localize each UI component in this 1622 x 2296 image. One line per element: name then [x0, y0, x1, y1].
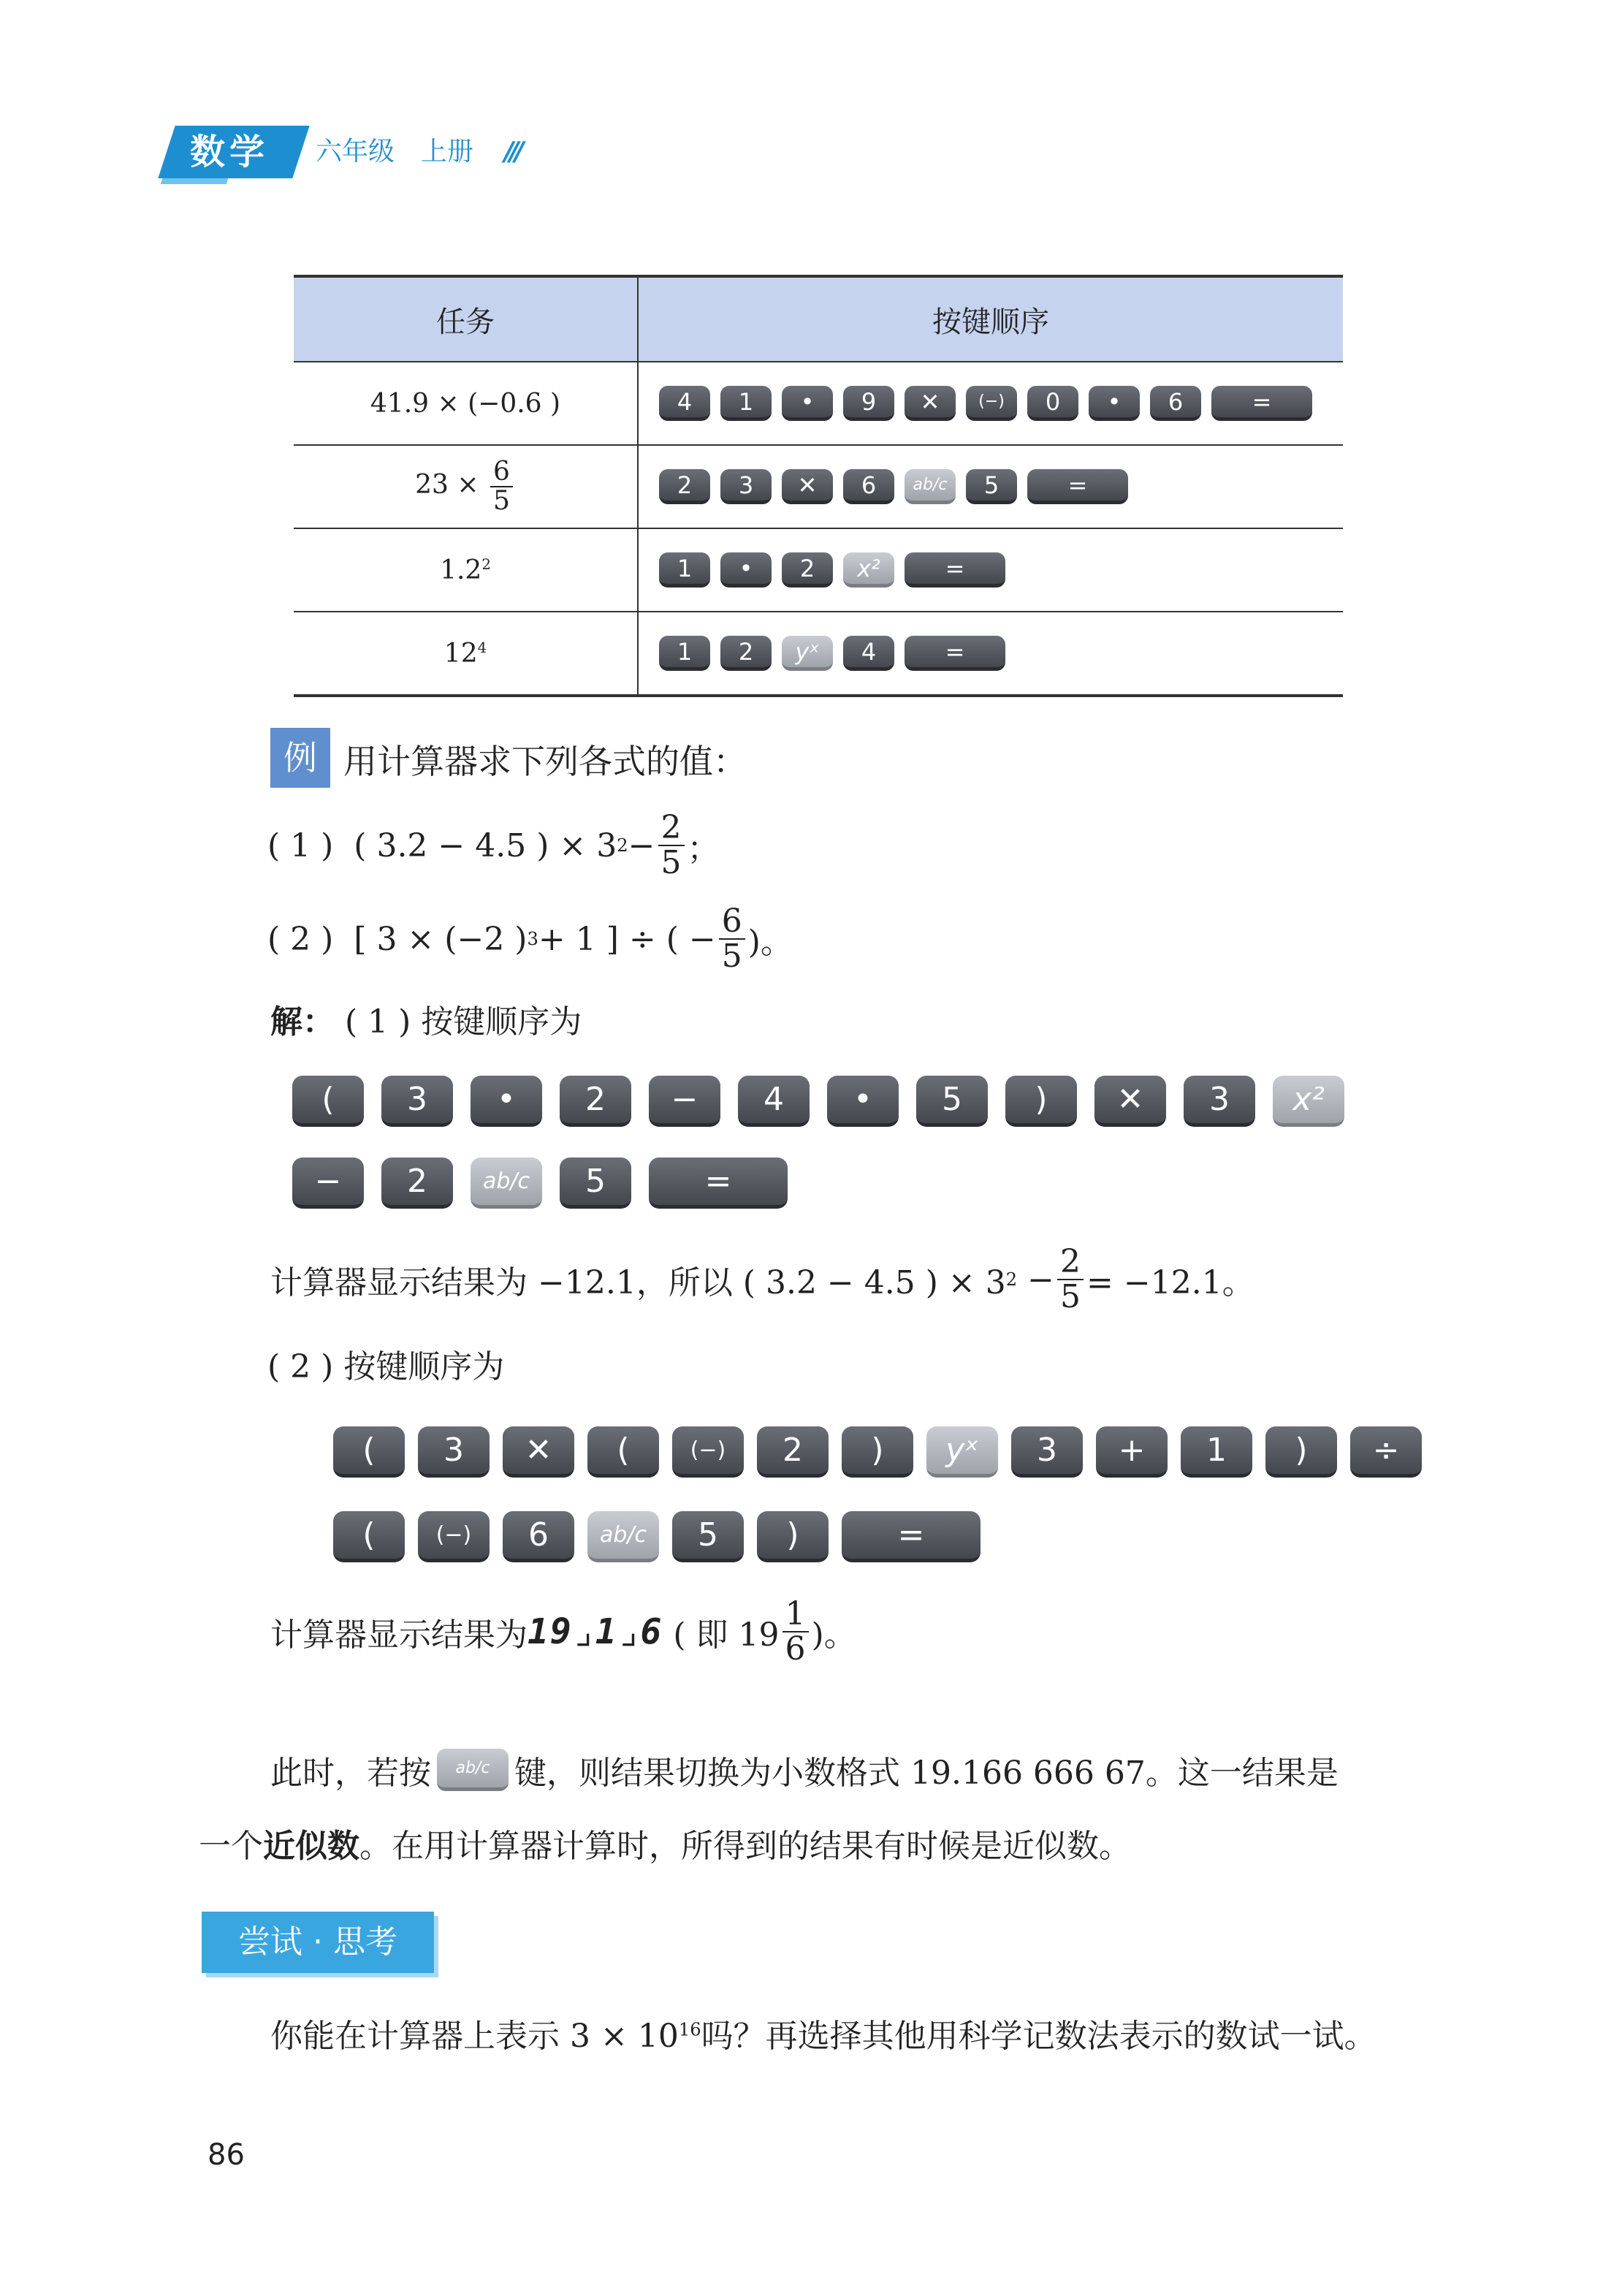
header-subject: 数学 [190, 132, 270, 172]
s2-result-b: ( 即 19 [673, 1616, 780, 1654]
calculator-key: ab/c [905, 469, 956, 504]
calculator-key: 2 [381, 1157, 453, 1209]
table-row [294, 362, 1343, 445]
calculator-key: ( [292, 1076, 364, 1127]
fraction [658, 811, 685, 880]
calculator-key: ab/c [587, 1511, 659, 1562]
numerator: 2 [658, 811, 685, 846]
calculator-key: 4 [738, 1076, 810, 1127]
calculator-key: (−) [966, 386, 1017, 421]
q2-label: ( 2 ) [267, 920, 334, 958]
calculator-key: − [649, 1076, 720, 1127]
s1-keys-row2 [292, 1157, 788, 1209]
calculator-key: x² [1273, 1076, 1344, 1127]
task-cell [294, 528, 638, 612]
calculator-key: (−) [672, 1426, 744, 1478]
task-cell: 41.9 × (−0.6 ) [294, 362, 638, 445]
calculator-key: 2 [720, 636, 772, 671]
calculator-key: = [905, 552, 1005, 588]
para-line-1 [270, 1746, 1339, 1793]
calculator-key: 5 [966, 469, 1017, 504]
key-row [659, 636, 1342, 671]
calculator-key: 3 [381, 1076, 453, 1127]
para-line2-b: 。在用计算器计算时，所得到的结果有时候是近似数。 [359, 1828, 1131, 1865]
calculator-key: 2 [560, 1076, 631, 1127]
calculator-key: 1 [720, 386, 772, 421]
s2-keys-row1 [333, 1426, 1422, 1478]
header-slashes: /// [504, 137, 520, 167]
lcd-display: 19⌟1⌟6 [528, 1611, 663, 1653]
calculator-key: + [1096, 1426, 1168, 1478]
s1-result-c: = −12.1。 [1086, 1264, 1254, 1302]
numerator: 1 [783, 1597, 809, 1632]
calculator-key: ✕ [905, 386, 956, 421]
calculator-key: 2 [782, 552, 833, 588]
s2-result-a: 计算器显示结果为 [270, 1616, 528, 1654]
calculator-key: = [905, 636, 1005, 671]
calculator-key: 5 [672, 1511, 744, 1562]
calculator-key: ( [333, 1511, 405, 1562]
para-text-a: 此时，若按 [270, 1755, 431, 1792]
example-badge: 例 [270, 728, 330, 788]
task-cell [294, 612, 638, 696]
calculator-key: yˣ [926, 1426, 998, 1478]
s2-result [270, 1597, 856, 1666]
calculator-key: 3 [1184, 1076, 1255, 1127]
denominator: 5 [660, 844, 682, 882]
q2-expr: [ 3 × (−2 ) [354, 920, 528, 958]
calculator-key: 6 [503, 1511, 574, 1562]
solution-1-intro [270, 995, 582, 1042]
s1-result-b: − [1027, 1261, 1055, 1299]
task-text: 23 × [415, 470, 479, 500]
calculator-key: 0 [1027, 386, 1078, 421]
try-text-a: 你能在计算器上表示 3 × 10 [270, 2018, 679, 2055]
q1-end: ； [687, 830, 720, 868]
calculator-key: ÷ [1350, 1426, 1422, 1478]
calculator-key: • [471, 1076, 542, 1127]
question-2 [267, 902, 793, 976]
calculator-key: • [782, 386, 833, 421]
calculator-key: x² [843, 552, 894, 588]
q1-minus: − [628, 826, 655, 864]
numerator: 2 [1057, 1245, 1084, 1280]
q1-expr: ( 3.2 − 4.5 ) × 3 [354, 826, 617, 864]
calculator-key: 1 [1181, 1426, 1252, 1478]
calculator-key: 3 [720, 469, 772, 504]
fraction [490, 458, 513, 515]
q2-end: )。 [747, 924, 793, 962]
calculator-key: − [292, 1157, 364, 1209]
calculator-key: 3 [418, 1426, 490, 1478]
q1-label: ( 1 ) [267, 826, 334, 864]
calculator-key: 5 [560, 1157, 631, 1209]
calculator-key: ) [757, 1511, 829, 1562]
key-sequence-table [294, 275, 1343, 697]
table-row [294, 612, 1343, 696]
calculator-key: 9 [843, 386, 894, 421]
table-row [294, 445, 1343, 528]
calculator-key: • [720, 552, 772, 588]
para-text-b: 键，则结果切换为小数格式 19.166 666 67。这一结果是 [514, 1755, 1339, 1792]
question-1 [267, 811, 720, 880]
calculator-key: 1 [659, 552, 710, 588]
numerator: 6 [490, 458, 513, 487]
table-header-task: 任务 [294, 276, 638, 362]
calculator-key: 5 [916, 1076, 988, 1127]
calculator-key: 6 [1150, 386, 1201, 421]
calculator-key: = [842, 1511, 981, 1562]
calculator-key: ( [333, 1426, 405, 1478]
s1-keys-row1 [292, 1076, 1344, 1127]
calculator-key: ✕ [503, 1426, 574, 1478]
example-prompt: 用计算器求下列各式的值： [343, 742, 747, 781]
fraction-key: ab/c [437, 1749, 509, 1791]
calculator-key: 2 [659, 469, 710, 504]
calculator-key: ) [1265, 1426, 1337, 1478]
task-exponent: 4 [477, 639, 487, 656]
calculator-key: = [1027, 469, 1128, 504]
fraction [1057, 1245, 1084, 1314]
denominator: 5 [1060, 1278, 1081, 1316]
denominator: 5 [721, 938, 742, 976]
calculator-key: 4 [843, 636, 894, 671]
task-base: 1.2 [440, 555, 482, 585]
calculator-key: = [649, 1157, 788, 1209]
s1-result-exp: 2 [1005, 1269, 1018, 1290]
calculator-key: 3 [1011, 1426, 1083, 1478]
calculator-key: 1 [659, 636, 710, 671]
task-cell [294, 445, 638, 528]
fraction [719, 902, 745, 976]
s1-result-a: 计算器显示结果为 −12.1，所以 ( 3.2 − 4.5 ) × 3 [270, 1264, 1006, 1302]
try-text-b: 吗？再选择其他用科学记数法表示的数试一试。 [701, 2018, 1377, 2055]
calculator-key: 4 [659, 386, 710, 421]
para-line-2 [199, 1820, 1131, 1866]
key-row [659, 552, 1342, 588]
header-subtitle: 六年级 上册 [316, 137, 474, 167]
try-think-text [270, 2010, 1377, 2056]
calculator-key: ✕ [1094, 1076, 1166, 1127]
denominator: 6 [785, 1630, 806, 1668]
task-exponent: 2 [481, 555, 491, 573]
calculator-key: ) [1005, 1076, 1077, 1127]
key-row [659, 469, 1342, 504]
page-number: 86 [207, 2138, 245, 2172]
calculator-key: 2 [757, 1426, 829, 1478]
calculator-key: yˣ [782, 636, 833, 671]
solution-label: 解： [270, 1003, 335, 1041]
table-row [294, 528, 1343, 612]
s1-intro: ( 1 ) 按键顺序为 [345, 1003, 582, 1041]
calculator-key: • [1089, 386, 1140, 421]
s2-result-c: )。 [811, 1616, 856, 1654]
key-row [659, 386, 1342, 421]
try-think-badge: 尝试 · 思考 [202, 1912, 434, 1973]
s2-intro: ( 2 ) 按键顺序为 [267, 1348, 505, 1385]
calculator-key: ) [842, 1426, 913, 1478]
calculator-key: (−) [418, 1511, 490, 1562]
q1-exp: 2 [617, 835, 628, 856]
denominator: 5 [492, 486, 510, 516]
calculator-key: 6 [843, 469, 894, 504]
calculator-key: • [827, 1076, 899, 1127]
task-base: 12 [443, 638, 478, 669]
table-header-keys: 按键顺序 [638, 276, 1343, 362]
fraction [783, 1597, 809, 1666]
calculator-key: ( [587, 1426, 659, 1478]
s1-result [270, 1245, 1254, 1314]
numerator: 6 [719, 905, 745, 940]
calculator-key: = [1211, 386, 1312, 421]
calculator-key: ✕ [782, 469, 833, 504]
para-line2-a: 一个 [199, 1828, 263, 1865]
s2-keys-row2 [333, 1511, 981, 1562]
try-exp: 16 [678, 2019, 701, 2040]
para-line2-bold: 近似数 [263, 1828, 359, 1865]
q2-rest: + 1 ] ÷ ( − [538, 920, 716, 958]
calculator-key: ab/c [471, 1157, 542, 1209]
q2-exp: 3 [527, 929, 538, 950]
